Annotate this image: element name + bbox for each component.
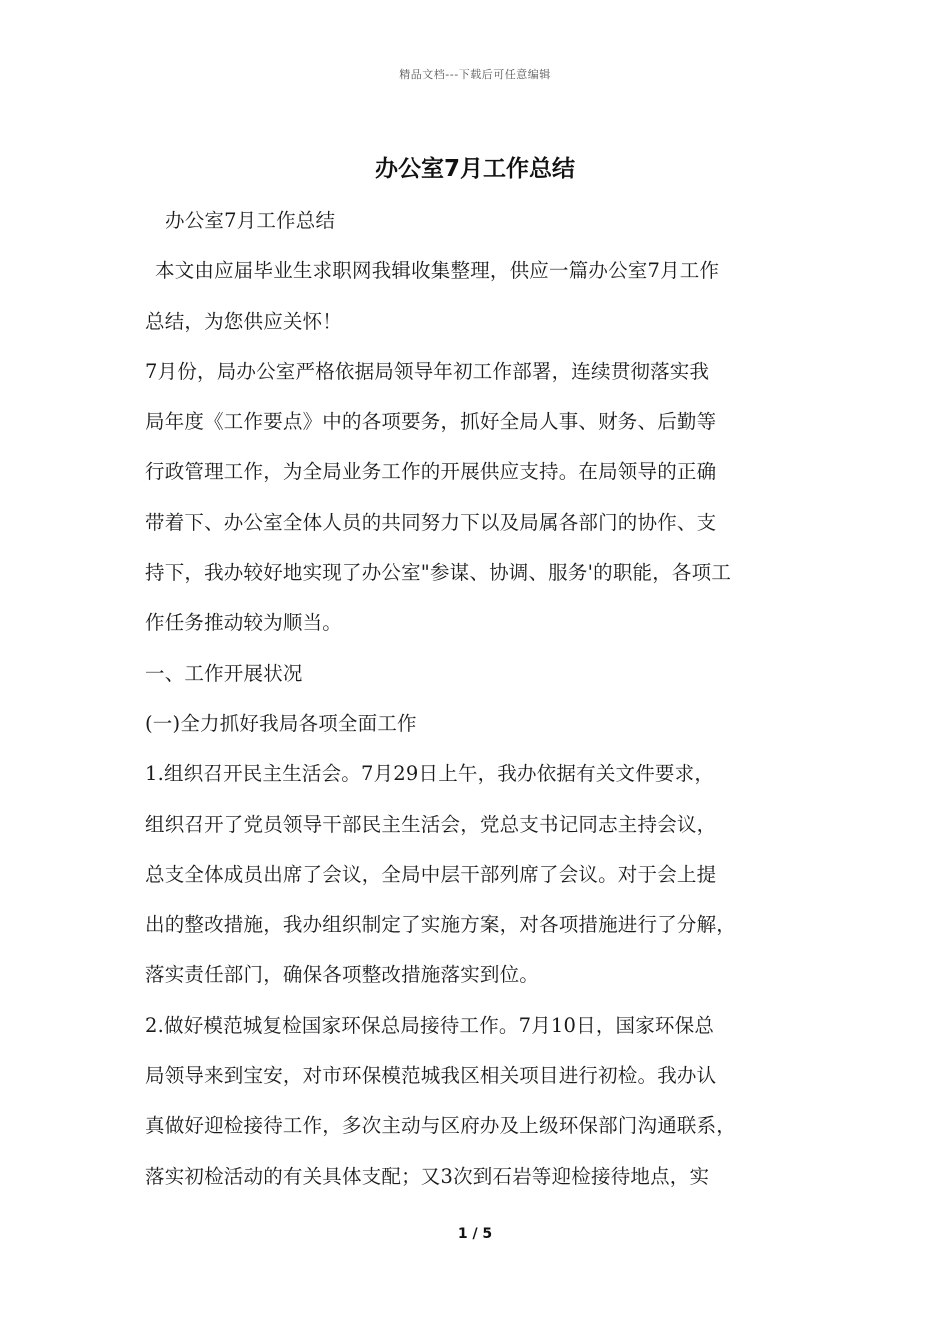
body-line: 落实初检活动的有关具体支配；又3次到石岩等迎检接待地点，实 [145, 1164, 710, 1188]
body-line: 真做好迎检接待工作，多次主动与区府办及上级环保部门沟通联系， [145, 1114, 737, 1138]
body-line: 办公室7月工作总结 [165, 209, 336, 232]
body-line: 带着下、办公室全体人员的共同努力下以及局属各部门的协作、支 [145, 510, 717, 534]
body-line: 出的整改措施，我办组织制定了实施方案，对各项措施进行了分解， [145, 913, 737, 937]
section-heading: 一、工作开展状况 [145, 661, 303, 685]
body-line: 本文由应届毕业生求职网我辑收集整理，供应一篇办公室7月工作 [155, 259, 720, 283]
body-line: 局领导来到宝安，对市环保模范城我区相关项目进行初检。我办认 [145, 1064, 717, 1088]
body-line: 总结，为您供应关怀！ [145, 309, 343, 333]
body-line: 总支全体成员出席了会议，全局中层干部列席了会议。对于会上提 [145, 862, 717, 886]
body-line: 1.组织召开民主生活会。7月29日上午，我办依据有关文件要求， [145, 762, 715, 786]
body-line: 持下，我办较好地实现了办公室"参谋、协调、服务'的职能，各项工 [145, 561, 732, 585]
document-body [145, 196, 815, 1202]
document-title: 办公室7月工作总结 [374, 156, 575, 182]
body-line: 7月份，局办公室严格依据局领导年初工作部署，连续贯彻落实我 [145, 359, 710, 383]
body-line: 作任务推动较为顺当。 [145, 611, 343, 635]
body-line: 组织召开了党员领导干部民主生活会，党总支书记同志主持会议， [145, 812, 717, 836]
page-header: 精品文档---下载后可任意编辑 [399, 68, 551, 81]
body-line: 局年度《工作要点》中的各项要务，抓好全局人事、财务、后勤等 [145, 410, 717, 434]
subsection-heading: (一)全力抓好我局各项全面工作 [145, 711, 417, 735]
body-line: 2.做好模范城复检国家环保总局接待工作。7月10日，国家环保总 [145, 1013, 715, 1037]
body-line: 行政管理工作，为全局业务工作的开展供应支持。在局领导的正确 [145, 460, 717, 484]
body-line: 落实责任部门，确保各项整改措施落实到位。 [145, 963, 540, 987]
page-number: 1 / 5 [457, 1226, 493, 1242]
